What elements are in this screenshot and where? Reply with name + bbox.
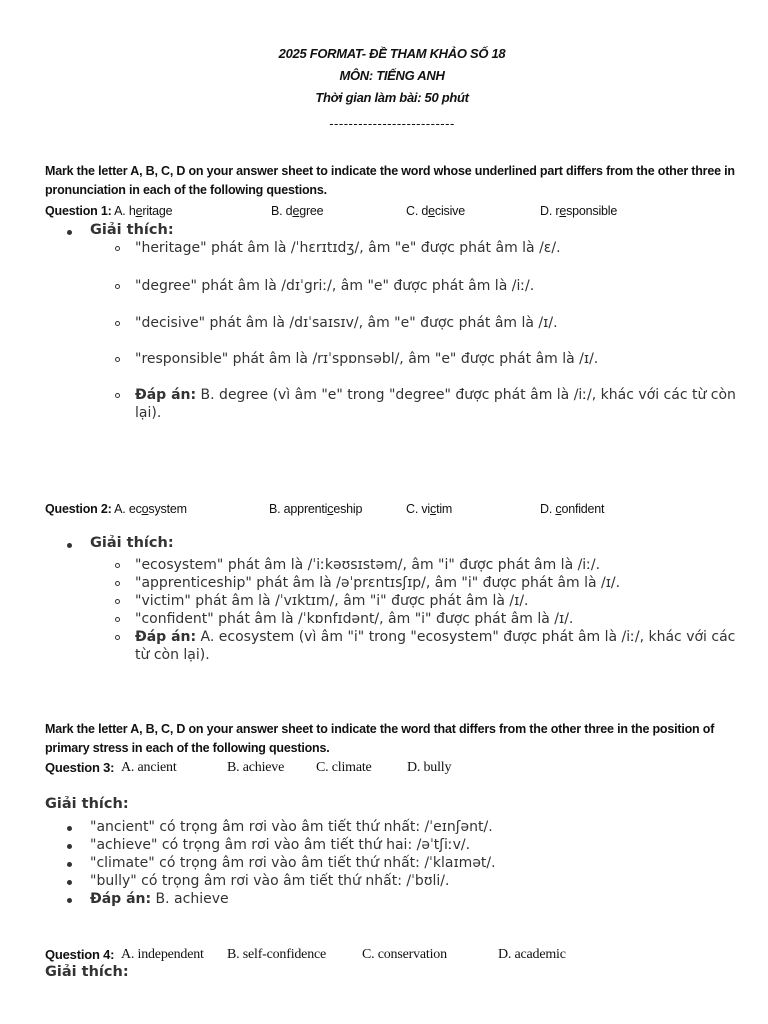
time-limit: Thời gian làm bài: 50 phút: [315, 90, 469, 105]
question-1-option-c: C. decisive: [406, 204, 465, 218]
question-2-option-a: A. ecosystem: [114, 502, 187, 516]
section1-instruction: Mark the letter A, B, C, D on your answer sheet to indicate the word whose underlined part differs from the other three in pronunciation in each of the following questions.: [45, 164, 735, 197]
section2-instruction: Mark the letter A, B, C, D on your answer sheet to indicate the word that differs from the other three in the position of primary stress in each of the following questions.: [45, 722, 715, 755]
question-2-option-b: B. apprenticeship: [269, 502, 363, 516]
question-3-label: Question 3:: [45, 760, 115, 775]
q1-explain-item: "degree" phát âm là /dɪˈgriː/, âm "e" được phát âm là /iː/.: [135, 278, 535, 294]
bullet-icon: [67, 862, 72, 867]
q2-explain-item: "confident" phát âm là /ˈkɒnfɪdənt/, âm "i" được phát âm là /ɪ/.: [135, 611, 574, 627]
circle-bullet-icon: [115, 393, 120, 398]
question-3-option-c: C. climate: [316, 760, 372, 775]
question-2-option-d: D. confident: [540, 502, 605, 516]
header-divider: --------------------------: [329, 116, 455, 131]
question-3-option-d: D. bully: [407, 760, 452, 775]
bullet-icon: [67, 844, 72, 849]
exam-title: 2025 FORMAT- ĐỀ THAM KHẢO SỐ 18: [278, 46, 506, 61]
question-4-option-d: D. academic: [498, 947, 566, 962]
circle-bullet-icon: [115, 581, 120, 586]
bullet-icon: [67, 826, 72, 831]
q1-explain-item: "decisive" phát âm là /dɪˈsaɪsɪv/, âm "e" được phát âm là /ɪ/.: [135, 315, 558, 331]
question-3-option-b: B. achieve: [227, 760, 285, 775]
q1-explain-item: "responsible" phát âm là /rɪˈspɒnsəbl/, âm "e" được phát âm là /ɪ/.: [135, 351, 599, 367]
q3-explain-item: "achieve" có trọng âm rơi vào âm tiết thứ hai: /əˈtʃiːv/.: [90, 837, 471, 853]
q1-explain-item: "heritage" phát âm là /ˈhɛrɪtɪdʒ/, âm "e" được phát âm là /ɛ/.: [135, 240, 561, 256]
question-4-option-a: A. independent: [121, 947, 204, 962]
circle-bullet-icon: [115, 284, 120, 289]
question-4-option-b: B. self-confidence: [227, 947, 327, 962]
question-1-option-d: D. responsible: [540, 204, 618, 218]
question-2-option-c: C. victim: [406, 502, 453, 516]
question-2: [45, 502, 745, 518]
bullet-icon: [67, 543, 72, 548]
question-4: [45, 947, 745, 963]
q1-answer: Đáp án: B. degree (vì âm "e" trong "degree" được phát âm là /iː/, khác với các từ còn lại).: [135, 387, 736, 421]
circle-bullet-icon: [115, 357, 120, 362]
question-2-label: Question 2:: [45, 502, 112, 516]
question-1-label: Question 1:: [45, 204, 112, 218]
q2-explain-label: Giải thích:: [90, 535, 174, 551]
circle-bullet-icon: [115, 563, 120, 568]
question-4-label: Question 4:: [45, 947, 115, 962]
question-1: [45, 204, 745, 220]
circle-bullet-icon: [115, 635, 120, 640]
bullet-icon: [67, 230, 72, 235]
q3-explain-item: "ancient" có trọng âm rơi vào âm tiết thứ nhất: /ˈeɪnʃənt/.: [90, 819, 493, 835]
circle-bullet-icon: [115, 599, 120, 604]
q3-answer: Đáp án: B. achieve: [90, 891, 229, 907]
circle-bullet-icon: [115, 617, 120, 622]
q3-explain-item: "bully" có trọng âm rơi vào âm tiết thứ nhất: /ˈbʊli/.: [90, 873, 450, 889]
q1-explain-label: Giải thích:: [90, 222, 174, 238]
q2-explain-item: "victim" phát âm là /ˈvɪktɪm/, âm "i" được phát âm là /ɪ/.: [135, 593, 529, 609]
question-1-option-b: B. degree: [271, 204, 324, 218]
q2-explain-item: "ecosystem" phát âm là /ˈiːkəʊsɪstəm/, âm "i" được phát âm là /iː/.: [135, 557, 601, 573]
question-3-option-a: A. ancient: [121, 760, 177, 775]
q3-explain-label: Giải thích:: [45, 796, 129, 812]
circle-bullet-icon: [115, 321, 120, 326]
bullet-icon: [67, 898, 72, 903]
subject-title: MÔN: TIẾNG ANH: [339, 68, 445, 83]
question-1-option-a: A. heritage: [114, 204, 173, 218]
q3-explain-item: "climate" có trọng âm rơi vào âm tiết thứ nhất: /ˈklaɪmət/.: [90, 855, 496, 871]
bullet-icon: [67, 880, 72, 885]
question-4-option-c: C. conservation: [362, 947, 447, 962]
q4-explain-label: Giải thích:: [45, 964, 129, 980]
q2-explain-item: "apprenticeship" phát âm là /əˈprɛntɪsʃɪp/, âm "i" được phát âm là /ɪ/.: [135, 575, 621, 591]
q2-answer: Đáp án: A. ecosystem (vì âm "i" trong "ecosystem" được phát âm là /iː/, khác với các từ còn lại).: [135, 629, 736, 663]
circle-bullet-icon: [115, 246, 120, 251]
question-3: [45, 760, 745, 776]
